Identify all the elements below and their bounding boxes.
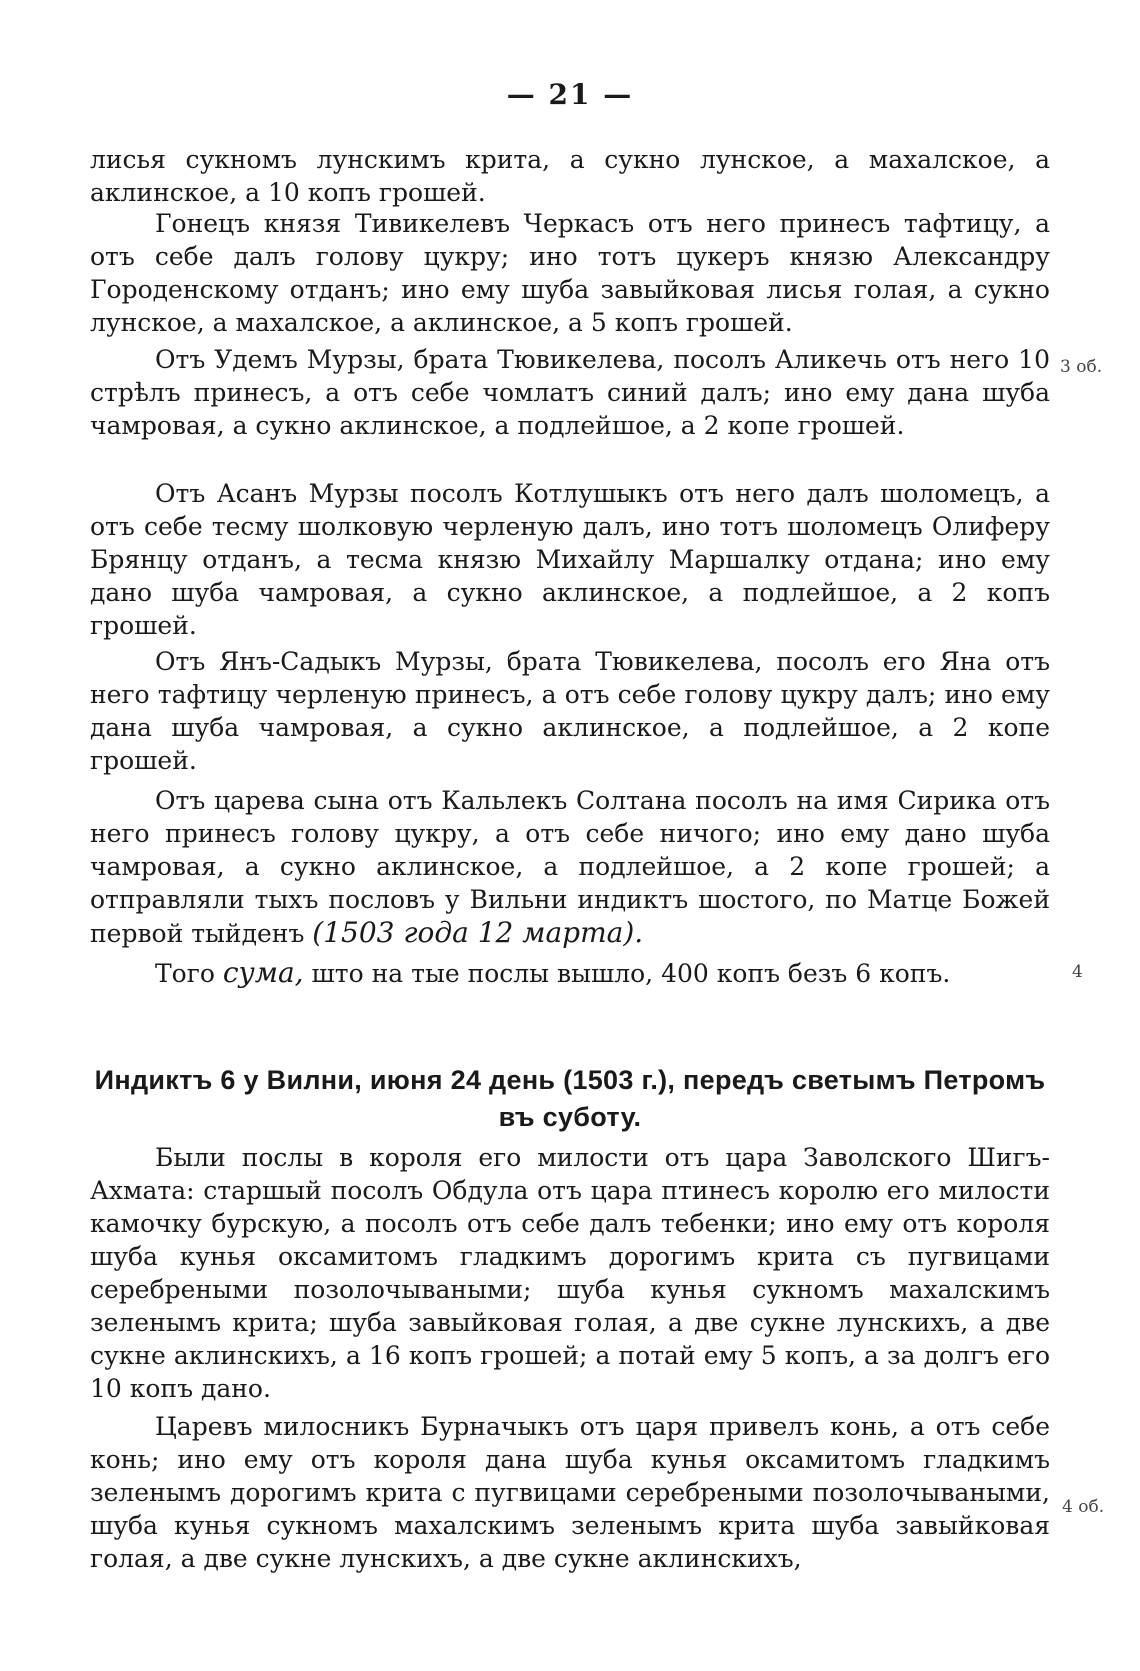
paragraph-7-before: Того xyxy=(155,959,215,988)
paragraph-5: Отъ Янъ-Садыкъ Мурзы, брата Тювикелева, посолъ его Яна отъ него тафтицу черленую принесъ, а отъ себе голову цукру далъ; ино ему дана шуба чамровая, а сукно аклинское, а подлейшое, а 2 копе грошей. xyxy=(90,647,1050,775)
paragraph-2: Гонецъ князя Тивикелевъ Черкасъ отъ него принесъ тафтицу, а отъ себе далъ голову цукру; ино тотъ цукеръ князю Александру Городенскому отданъ; ино ему шуба завыйковая лисья голая, а сукно лунское, а махалское, а аклинское, а 5 копъ грошей. xyxy=(90,209,1050,337)
paragraph-8: Были послы в короля его милости отъ цара Заволского Шигъ-Ахмата: старшый посолъ Обдула отъ цара птинесъ королю его милости камочку бурскую, а посолъ отъ себе далъ тебенки; ино ему отъ короля шуба кунья оксамитомъ гладкимъ дорогимъ крита съ пугвицами серебреными позолочываными; шуба кунья сукномъ махалскимъ зеленымъ крита; шуба завыйковая голая, а две сукне лунскихъ, а две сукне аклинскихъ, а 16 копъ грошей; а потай ему 5 копъ, а за долгъ его 10 копъ дано. xyxy=(90,1143,1050,1403)
paragraph-6 xyxy=(90,784,1050,950)
page-number: — 21 — xyxy=(506,78,634,111)
paragraph-1: лисья сукномъ лунскимъ крита, а сукно лунское, а махалское, а аклинское, а 10 копъ грошей. xyxy=(90,145,1050,207)
section-heading: Индиктъ 6 у Вилни, июня 24 день (1503 г.), передъ светымъ Петромъ въ суботу. xyxy=(94,1065,1046,1132)
paragraph-9: Царевъ милосникъ Бурначыкъ отъ царя привелъ конь, а отъ себе конь; ино ему отъ короля дана шуба кунья оксамитомъ гладкимъ зеленымъ дорогимъ крита с пугвицами серебреными позолочываными, шуба кунья сукномъ махалскимъ зеленымъ крита шуба завыйковая голая, а две сукне лунскихъ, а две сукне аклинскихъ, xyxy=(90,1412,1050,1573)
margin-note-4: 4 xyxy=(1072,962,1083,982)
date-annotation: (1503 года 12 марта). xyxy=(312,916,644,949)
paragraph-7-after: што на тые послы вышло, 400 копъ безъ 6 копъ. xyxy=(311,959,951,988)
sum-annotation: сума, xyxy=(222,956,304,989)
margin-note-4ob: 4 об. xyxy=(1062,1497,1105,1517)
paragraph-4: Отъ Асанъ Мурзы посолъ Котлушыкъ отъ него далъ шоломецъ, а отъ себе тесму шолковую черленую далъ, ино тотъ шоломецъ Олиферу Брянцу отданъ, а тесма князю Михайлу Маршалку отдана; ино ему дано шуба чамровая, а сукно аклинское, а подлейшое, а 2 копъ грошей. xyxy=(90,479,1050,640)
margin-note-3ob: 3 об. xyxy=(1060,357,1103,377)
paragraph-7 xyxy=(90,956,1050,990)
paragraph-6-text: Отъ царева сына отъ Кальлекъ Солтана посолъ на имя Сирика отъ него принесъ голову цукру, а отъ себе ничого; ино ему дано шуба чамровая, а сукно аклинское, а подлейшое, а 2 копе грошей; а отправляли тыхъ пословъ у Вильни индиктъ шостого, по Матце Божей первой тыйденъ xyxy=(90,786,1050,948)
paragraph-3: Отъ Удемъ Мурзы, брата Тювикелева, посолъ Аликечь отъ него 10 стрѣлъ принесъ, а отъ себе чомлатъ синий далъ; ино ему дана шуба чамровая, а сукно аклинское, а подлейшое, а 2 копе грошей. xyxy=(90,345,1050,440)
